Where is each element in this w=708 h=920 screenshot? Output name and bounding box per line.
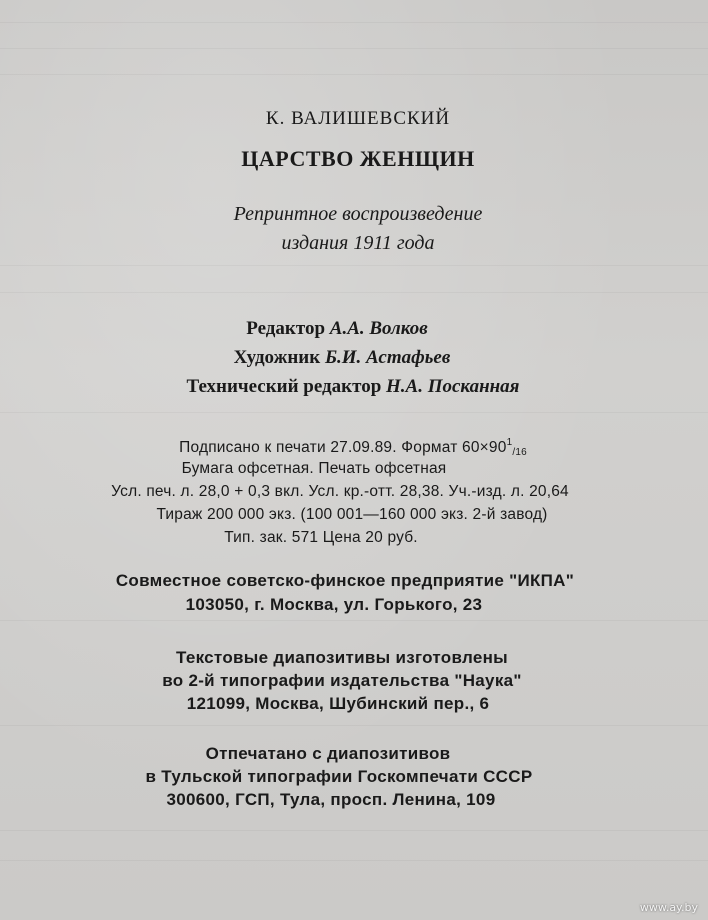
plates-note: Текстовые диапозитивы изготовлены bbox=[175, 648, 508, 667]
imprint-signed-text: Подписано к печати 27.09.89. Формат 60×90 bbox=[179, 439, 507, 456]
watermark-text: www.ay.by bbox=[639, 901, 698, 914]
credit-person: Н.А. Посканная bbox=[386, 376, 520, 397]
imprint-print-run: Тираж 200 000 экз. (100 001—160 000 экз. 2-й завод) bbox=[156, 506, 548, 523]
bleed-through bbox=[0, 412, 708, 413]
reprint-note: Репринтное воспроизведение bbox=[233, 203, 483, 225]
author-name: К. ВАЛИШЕВСКИЙ bbox=[265, 108, 451, 129]
bleed-through bbox=[0, 725, 708, 726]
bleed-through bbox=[0, 265, 708, 266]
credit-technical-editor bbox=[0, 376, 707, 398]
imprint-signed bbox=[0, 437, 707, 458]
credit-role: Редактор bbox=[246, 318, 326, 339]
printing-address: 300600, ГСП, Тула, просп. Ленина, 109 bbox=[166, 790, 496, 809]
imprint-paper: Бумага офсетная. Печать офсетная bbox=[181, 460, 447, 477]
imprint-sheets: Усл. печ. л. 28,0 + 0,3 вкл. Усл. кр.-отт. 28,38. Уч.-изд. л. 20,64 bbox=[111, 483, 569, 500]
printing-house: в Тульской типографии Госкомпечати СССР bbox=[145, 767, 533, 786]
printing-note: Отпечатано с диапозитивов bbox=[205, 744, 451, 763]
plates-printer: во 2-й типографии издательства "Наука" bbox=[162, 671, 522, 690]
credit-editor bbox=[0, 318, 691, 340]
credit-role: Технический редактор bbox=[186, 376, 382, 397]
bleed-through bbox=[0, 48, 708, 49]
bleed-through bbox=[0, 620, 708, 621]
bleed-through bbox=[0, 292, 708, 293]
bleed-through bbox=[0, 22, 708, 23]
bleed-through bbox=[0, 830, 708, 831]
imprint-order: Тип. зак. 571 Цена 20 руб. bbox=[224, 529, 418, 546]
format-subscript: /16 bbox=[512, 447, 527, 458]
credit-person: Б.И. Астафьев bbox=[324, 347, 451, 368]
credit-artist bbox=[0, 347, 696, 369]
plates-address: 121099, Москва, Шубинский пер., 6 bbox=[186, 694, 490, 713]
bleed-through bbox=[0, 860, 708, 861]
format-superscript: 1 bbox=[506, 437, 513, 448]
reprint-edition: издания 1911 года bbox=[281, 232, 435, 254]
publisher-address: 103050, г. Москва, ул. Горького, 23 bbox=[185, 595, 483, 614]
bleed-through bbox=[0, 74, 708, 75]
publisher-name: Совместное советско-финское предприятие "ИКПА" bbox=[115, 571, 575, 590]
credit-role: Художник bbox=[233, 347, 321, 368]
book-title: ЦАРСТВО ЖЕНЩИН bbox=[241, 146, 475, 171]
credit-person: А.А. Волков bbox=[329, 318, 428, 339]
